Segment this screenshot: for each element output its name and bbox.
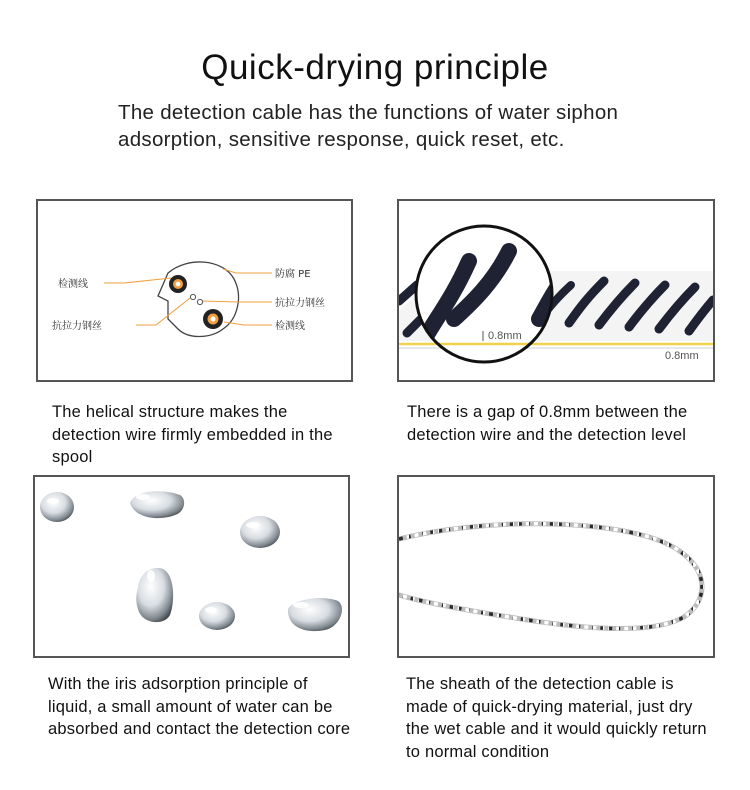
water-droplets-panel [33,475,350,658]
water-droplets-image [35,477,348,656]
gap-label-right: 0.8mm [665,350,699,362]
cross-section-diagram-panel [36,199,353,382]
caption-helical-structure: The helical structure makes the detection wire firmly embedded in the spool [52,403,333,466]
cable-cross-section-diagram [38,201,351,380]
leader-right-3 [224,322,272,325]
label-steel-wire-left: 抗拉力钢丝 [52,321,102,332]
sheath-outline [158,262,238,337]
gap-label-magnified: 0.8mm [488,330,522,342]
leader-right-2 [203,301,272,302]
caption-quick-drying-sheath: The sheath of the detection cable is made of quick-drying material, just dry the wet cable and it would quickly return to normal condition [406,675,707,761]
caption-iris-adsorption: With the iris adsorption principle of liquid, a small amount of water can be absorbed and contact the detection core [48,675,351,738]
leader-left-top [104,278,171,283]
leader-right-1 [223,269,272,273]
cable-loop-image [399,477,713,656]
page-title: Quick-drying principle [201,48,549,87]
gap-diagram-panel [397,199,715,382]
label-steel-wire-right: 抗拉力钢丝 [275,298,325,309]
cable-loop-shadow [399,524,702,629]
cable-gap-diagram [399,201,713,380]
leader-left-bottom [136,298,190,325]
caption-gap: There is a gap of 0.8mm between the detection wire and the detection level [407,403,688,444]
label-anticorrosion-pe: 防腐 PE [275,269,311,280]
steel-wire-2 [197,299,202,304]
label-detection-wire-right: 检测线 [275,321,305,332]
droplets [40,491,342,631]
label-detection-wire-left: 检测线 [58,279,88,290]
cable-loop-panel [397,475,715,658]
steel-wire-1 [190,294,195,299]
page-subtitle: The detection cable has the functions of water siphon adsorption, sensitive response, quick reset, etc. [118,101,619,151]
